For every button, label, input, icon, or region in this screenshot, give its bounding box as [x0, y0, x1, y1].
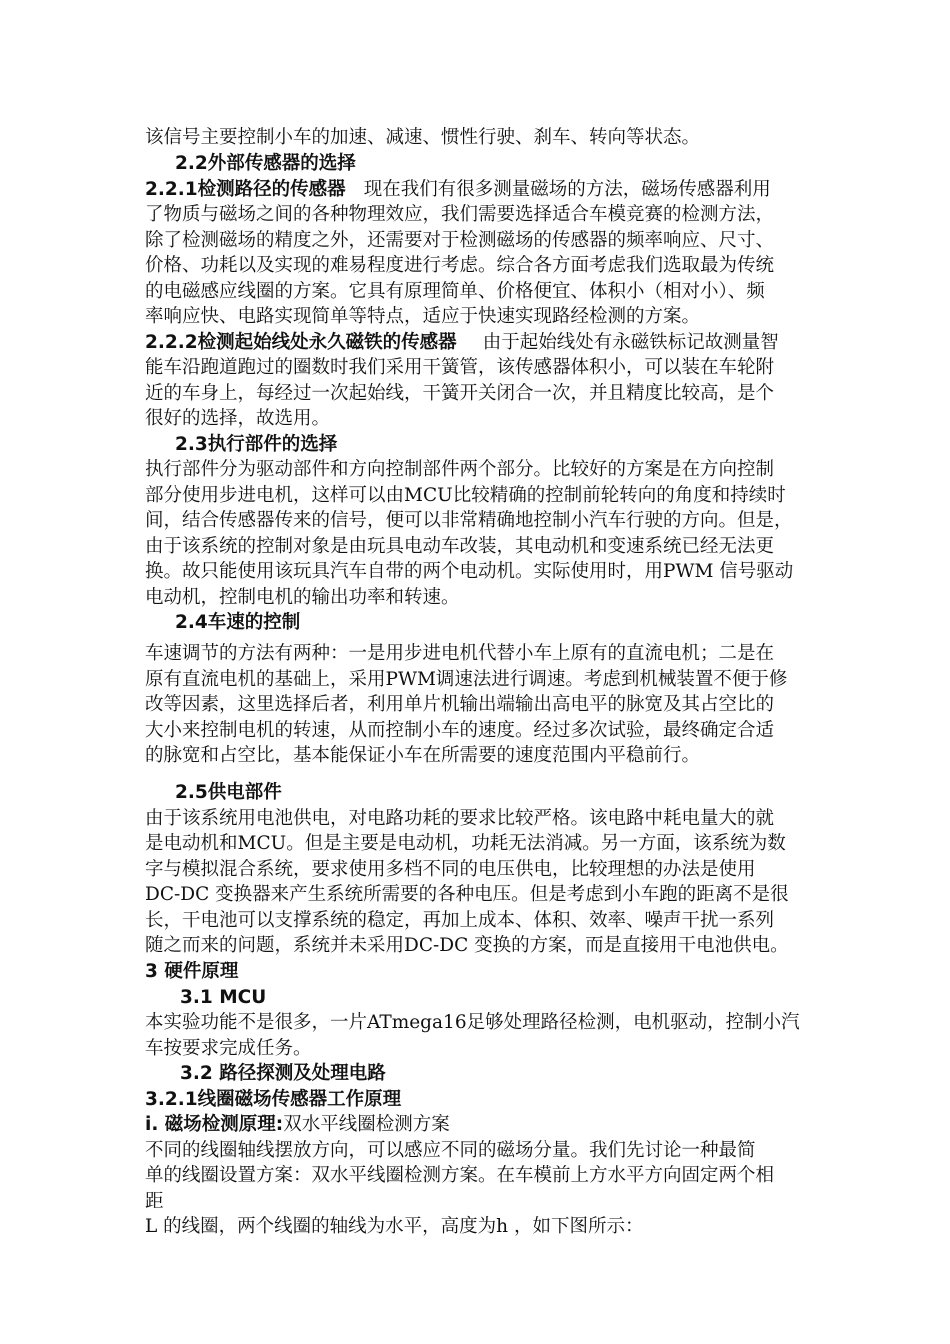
section-heading: 3.1 MCU — [180, 987, 267, 1008]
item-heading: i. 磁场检测原理: — [145, 1114, 284, 1135]
chapter-heading: 3 硬件原理 — [145, 961, 239, 982]
text-line: 电动机，控制电机的输出功率和转速。 — [145, 587, 460, 608]
text-line: 车速调节的方法有两种：一是用步进电机代替小车上原有的直流电机；二是在 — [145, 643, 775, 664]
text-line: 换。故只能使用该玩具汽车自带的两个电动机。实际使用时，用PWM 信号驱动 — [145, 561, 794, 582]
section-heading: 2.5供电部件 — [175, 782, 282, 803]
text-line: 车按要求完成任务。 — [145, 1038, 312, 1059]
text-line: 原有直流电机的基础上，采用PWM调速法进行调速。考虑到机械装置不便于修 — [145, 669, 788, 690]
text-line: 由于该系统的控制对象是由玩具电动车改装，其电动机和变速系统已经无法更 — [145, 536, 775, 557]
section-heading: 2.3执行部件的选择 — [175, 434, 338, 455]
text-line: L 的线圈，两个线圈的轴线为水平，高度为h ，如下图所示： — [145, 1216, 644, 1237]
text-line: 的电磁感应线圈的方案。它具有原理简单、价格便宜、体积小（相对小）、频 — [145, 281, 765, 302]
text-line: 间，结合传感器传来的信号，便可以非常精确地控制小汽车行驶的方向。但是， — [145, 510, 793, 531]
text-line: 距 — [145, 1191, 164, 1212]
text-line: 近的车身上，每经过一次起始线，干簧开关闭合一次，并且精度比较高，是个 — [145, 383, 775, 404]
section-heading: 3.2 路径探测及处理电路 — [180, 1063, 386, 1084]
text-line: 的脉宽和占空比，基本能保证小车在所需要的速度范围内平稳前行。 — [145, 745, 701, 766]
text-line: 除了检测磁场的精度之外，还需要对于检测磁场的传感器的频率响应、尺寸、 — [145, 230, 775, 251]
text-line: 率响应快、电路实现简单等特点，适应于快速实现路经检测的方案。 — [145, 306, 701, 327]
text-line: 价格、功耗以及实现的难易程度进行考虑。综合各方面考虑我们选取最为传统 — [145, 255, 775, 276]
text-line: 很好的选择，故选用。 — [145, 408, 331, 429]
text-line: 单的线圈设置方案：双水平线圈检测方案。在车模前上方水平方向固定两个相 — [145, 1165, 775, 1186]
text-line: 执行部件分为驱动部件和方向控制部件两个部分。比较好的方案是在方向控制 — [145, 459, 775, 480]
paragraph-line: 2.2.2检测起始线处永久磁铁的传感器 由于起始线处有永磁铁标记故测量智 — [145, 332, 779, 353]
paragraph-line: 2.2.1检测路径的传感器 现在我们有很多测量磁场的方法，磁场传感器利用 — [145, 179, 771, 200]
section-heading: 2.2外部传感器的选择 — [175, 153, 356, 174]
text-line: 部分使用步进电机，这样可以由MCU比较精确的控制前轮转向的角度和持续时 — [145, 485, 786, 506]
text-line: 随之而来的问题，系统并未采用DC-DC 变换的方案，而是直接用干电池供电。 — [145, 935, 789, 956]
text-line: 由于该系统用电池供电，对电路功耗的要求比较严格。该电路中耗电量大的就 — [145, 808, 775, 829]
subsection-heading: 2.2.2检测起始线处永久磁铁的传感器 — [145, 332, 457, 353]
text-line: 能车沿跑道跑过的圈数时我们采用干簧管，该传感器体积小，可以装在车轮附 — [145, 357, 775, 378]
text-line: 大小来控制电机的转速，从而控制小车的速度。经过多次试验，最终确定合适 — [145, 720, 775, 741]
text-line: 是电动机和MCU。但是主要是电动机，功耗无法消减。另一方面，该系统为数 — [145, 833, 786, 854]
text-line: 字与模拟混合系统，要求使用多档不同的电压供电，比较理想的办法是使用 — [145, 859, 756, 880]
section-heading: 2.4车速的控制 — [175, 612, 301, 633]
paragraph-line: i. 磁场检测原理:双水平线圈检测方案 — [145, 1114, 450, 1135]
text-line: 改等因素，这里选择后者，利用单片机输出端输出高电平的脉宽及其占空比的 — [145, 694, 775, 715]
text-line: 该信号主要控制小车的加速、减速、惯性行驶、刹车、转向等状态。 — [145, 127, 701, 148]
text-line: 不同的线圈轴线摆放方向，可以感应不同的磁场分量。我们先讨论一种最简 — [145, 1140, 756, 1161]
text-line: DC-DC 变换器来产生系统所需要的各种电压。但是考虑到小车跑的距离不是很 — [145, 884, 789, 905]
text-line: 了物质与磁场之间的各种物理效应，我们需要选择适合车模竞赛的检测方法， — [145, 204, 775, 225]
subsection-heading: 3.2.1线圈磁场传感器工作原理 — [145, 1089, 402, 1110]
subsection-heading: 2.2.1检测路径的传感器 — [145, 179, 346, 200]
text-line: 本实验功能不是很多，一片ATmega16足够处理路径检测，电机驱动，控制小汽 — [145, 1012, 800, 1033]
text-line: 长，干电池可以支撑系统的稳定，再加上成本、体积、效率、噪声干扰一系列 — [145, 910, 775, 931]
